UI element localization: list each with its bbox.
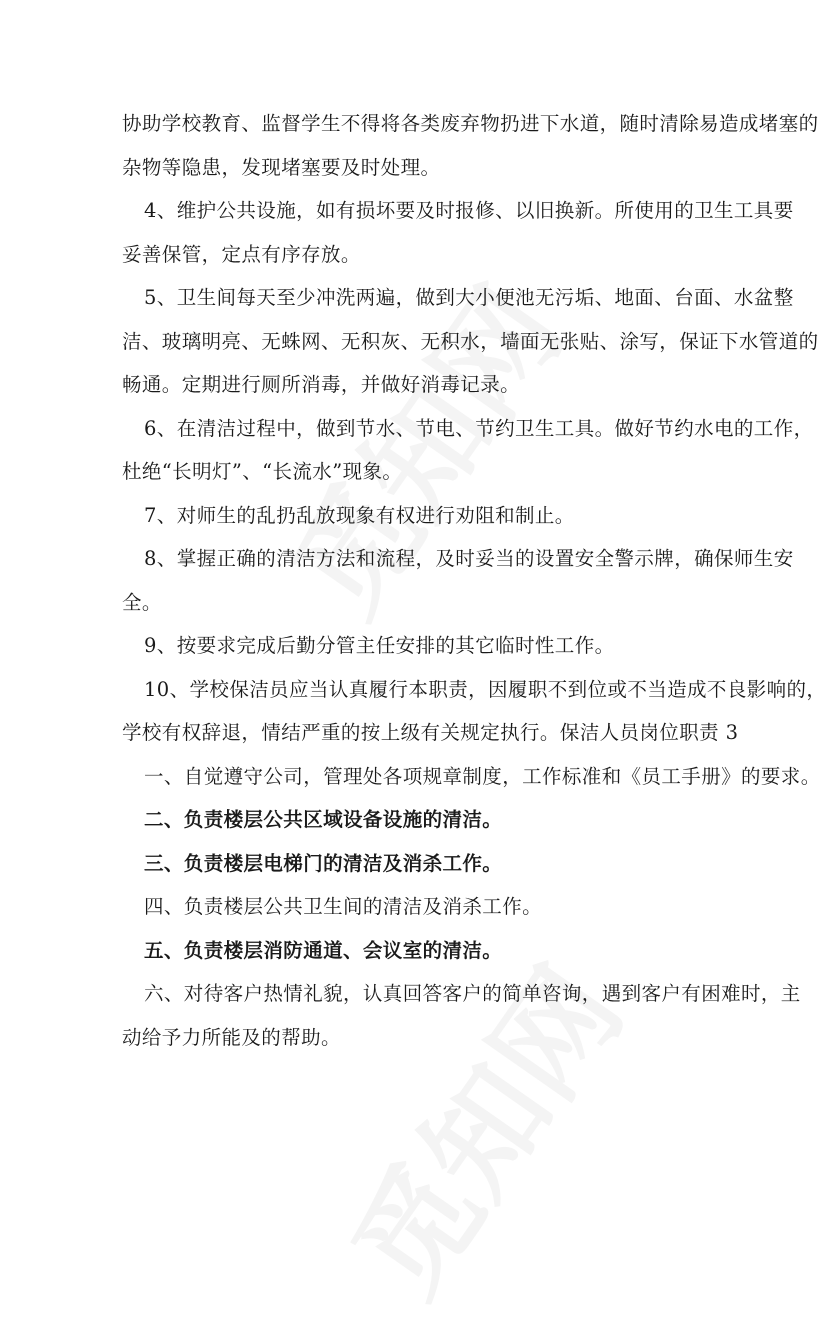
text-line: 动给予力所能及的帮助。 xyxy=(122,1025,341,1049)
document-body xyxy=(122,102,827,1059)
text-line: 四、负责楼层公共卫生间的清洁及消杀工作。 xyxy=(144,895,543,918)
text-line: 杜绝“长明灯”、“长流水”现象。 xyxy=(122,460,403,483)
text-line: 妥善保管，定点有序存放。 xyxy=(122,242,361,266)
text-line: 全。 xyxy=(122,590,162,614)
text-line: 10、学校保洁员应当认真履行本职责，因履职不到位或不当造成不良影响的， xyxy=(144,677,827,701)
text-line: 二、负责楼层公共区域设备设施的清洁。 xyxy=(144,808,503,831)
text-line: 协助学校教育、监督学生不得将各类废弃物扔进下水道，随时清除易造成堵塞的 xyxy=(122,112,819,135)
text-line: 8、掌握正确的清洁方法和流程，及时妥当的设置安全警示牌，确保师生安 xyxy=(144,547,794,570)
text-line: 7、对师生的乱扔乱放现象有权进行劝阻和制止。 xyxy=(144,503,575,527)
text-line: 六、对待客户热情礼貌，认真回答客户的简单咨询，遇到客户有困难时，主 xyxy=(144,982,801,1005)
text-line: 杂物等隐患，发现堵塞要及时处理。 xyxy=(122,155,441,179)
text-line: 畅通。定期进行厕所消毒，并做好消毒记录。 xyxy=(122,373,521,396)
text-line: 学校有权辞退，情结严重的按上级有关规定执行。保洁人员岗位职责 3 xyxy=(122,721,739,744)
text-line: 洁、玻璃明亮、无蛛网、无积灰、无积水，墙面无张贴、涂写，保证下水管道的 xyxy=(122,329,819,353)
text-line: 五、负责楼层消防通道、会议室的清洁。 xyxy=(144,938,503,962)
text-line: 9、按要求完成后勤分管主任安排的其它临时性工作。 xyxy=(144,634,615,657)
text-line: 6、在清洁过程中，做到节水、节电、节约卫生工具。做好节约水电的工作， xyxy=(144,416,814,440)
text-line: 4、维护公共设施，如有损坏要及时报修、以旧换新。所使用的卫生工具要 xyxy=(144,199,794,222)
text-line: 5、卫生间每天至少冲洗两遍，做到大小便池无污垢、地面、台面、水盆整 xyxy=(144,286,794,309)
text-line: 三、负责楼层电梯门的清洁及消杀工作。 xyxy=(144,851,503,875)
text-line: 一、自觉遵守公司，管理处各项规章制度，工作标准和《员工手册》的要求。 xyxy=(144,764,821,788)
